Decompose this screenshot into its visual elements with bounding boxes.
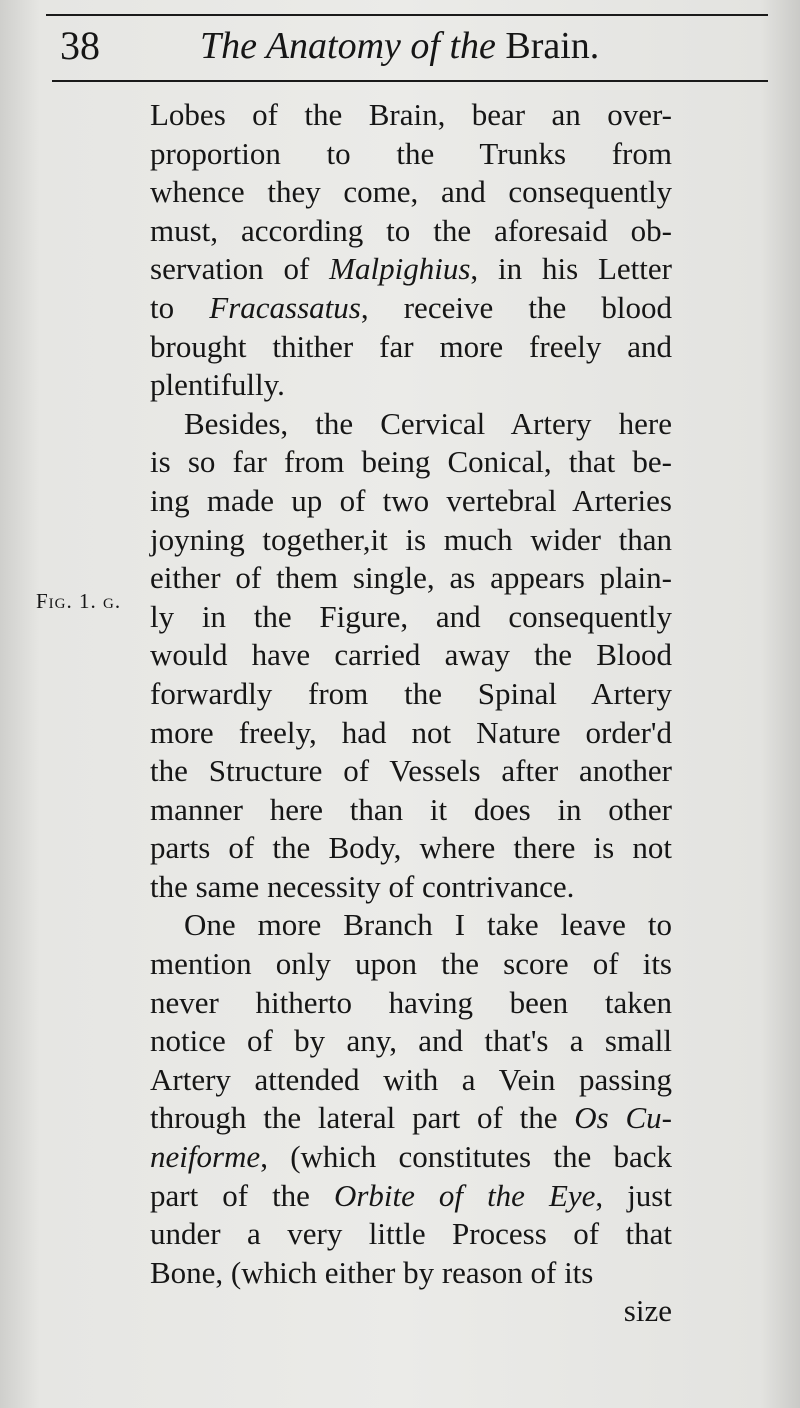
text-line	[150, 1022, 672, 1061]
text-line	[150, 1099, 672, 1138]
roman-text: parts of the Body, where there is not	[150, 830, 672, 866]
roman-text: Bone, (which either by reason of its	[150, 1254, 594, 1290]
catchword: size	[623, 1293, 672, 1329]
header-rule	[52, 80, 768, 82]
text-line	[150, 791, 672, 830]
roman-text: , (which constitutes the back	[260, 1139, 672, 1175]
page-number: 38	[60, 23, 100, 68]
roman-text: part of the	[150, 1177, 334, 1213]
roman-text: ing made up of two vertebral Arteries	[150, 482, 672, 518]
text-line	[150, 868, 672, 907]
text-line	[150, 212, 672, 251]
text-line	[150, 96, 672, 135]
text-line	[150, 1177, 672, 1216]
body-text	[150, 96, 672, 1331]
text-line	[150, 829, 672, 868]
text-line	[150, 1138, 672, 1177]
paragraph	[150, 405, 672, 907]
running-head-italic: The Anatomy of the	[200, 25, 496, 67]
roman-text: mention only upon the score of its	[150, 946, 672, 982]
roman-text: must, according to the aforesaid ob-	[150, 212, 672, 248]
text-line	[150, 1254, 672, 1293]
roman-text: , in his Letter	[470, 251, 672, 287]
text-line	[150, 984, 672, 1023]
paragraph	[150, 906, 672, 1292]
roman-text: Artery attended with a Vein passing	[150, 1061, 672, 1097]
text-line	[150, 1061, 672, 1100]
roman-text: manner here than it does in other	[150, 791, 672, 827]
roman-text: to	[150, 289, 210, 325]
italic-text: neiforme	[150, 1139, 261, 1175]
roman-text: Besides, the Cervical Artery here	[184, 405, 672, 441]
roman-text: forwardly from the Spinal Artery	[150, 675, 672, 711]
roman-text: either of them single, as appears plain-	[150, 560, 672, 596]
roman-text: is so far from being Conical, that be-	[150, 444, 672, 480]
text-line	[150, 250, 672, 289]
paragraph	[150, 96, 672, 405]
italic-text: Orbite of the Eye	[333, 1177, 596, 1213]
roman-text: ly in the Figure, and consequently	[150, 598, 672, 634]
roman-text: the same necessity of contrivance.	[150, 868, 575, 904]
text-line	[150, 366, 672, 405]
text-line	[150, 598, 672, 637]
text-line	[150, 289, 672, 328]
running-head-roman: Brain.	[505, 25, 600, 67]
roman-text: proportion to the Trunks from	[150, 135, 672, 171]
roman-text: One more Branch I take leave to	[184, 907, 672, 943]
running-head	[200, 22, 599, 70]
text-line	[150, 675, 672, 714]
roman-text: under a very little Process of that	[150, 1216, 672, 1252]
text-line	[150, 521, 672, 560]
text-line	[150, 1215, 672, 1254]
text-line	[150, 405, 672, 444]
roman-text: notice of by any, and that's a small	[150, 1023, 672, 1059]
roman-text: Lobes of the Brain, bear an over-	[150, 97, 672, 132]
margin-note-figure-reference: Fig. 1. g.	[36, 589, 122, 613]
roman-text: more freely, had not Nature order'd	[150, 714, 672, 750]
top-rule	[46, 14, 768, 16]
roman-text: , just	[595, 1177, 672, 1213]
italic-text: Fracassatus	[209, 289, 361, 325]
text-line	[150, 443, 672, 482]
text-line	[150, 482, 672, 521]
roman-text: , receive the blood	[360, 289, 672, 325]
roman-text: the Structure of Vessels after another	[150, 753, 672, 789]
roman-text: brought thither far more freely and	[150, 328, 672, 364]
italic-text: Os Cu-	[574, 1100, 673, 1136]
text-line	[150, 173, 672, 212]
text-line	[150, 945, 672, 984]
roman-text: whence they come, and consequently	[150, 174, 672, 210]
roman-text: plentifully.	[150, 367, 285, 403]
text-line	[150, 559, 672, 598]
text-line	[150, 752, 672, 791]
italic-text: Malpighius	[329, 251, 471, 287]
roman-text: joyning together,it is much wider than	[150, 521, 672, 557]
text-line	[150, 328, 672, 367]
roman-text: never hitherto having been taken	[150, 984, 672, 1020]
text-line	[150, 636, 672, 675]
roman-text: servation of	[150, 251, 330, 287]
text-line	[150, 714, 672, 753]
roman-text: through the lateral part of the	[150, 1100, 575, 1136]
text-line	[150, 135, 672, 174]
text-line	[150, 906, 672, 945]
roman-text: would have carried away the Blood	[150, 637, 672, 673]
